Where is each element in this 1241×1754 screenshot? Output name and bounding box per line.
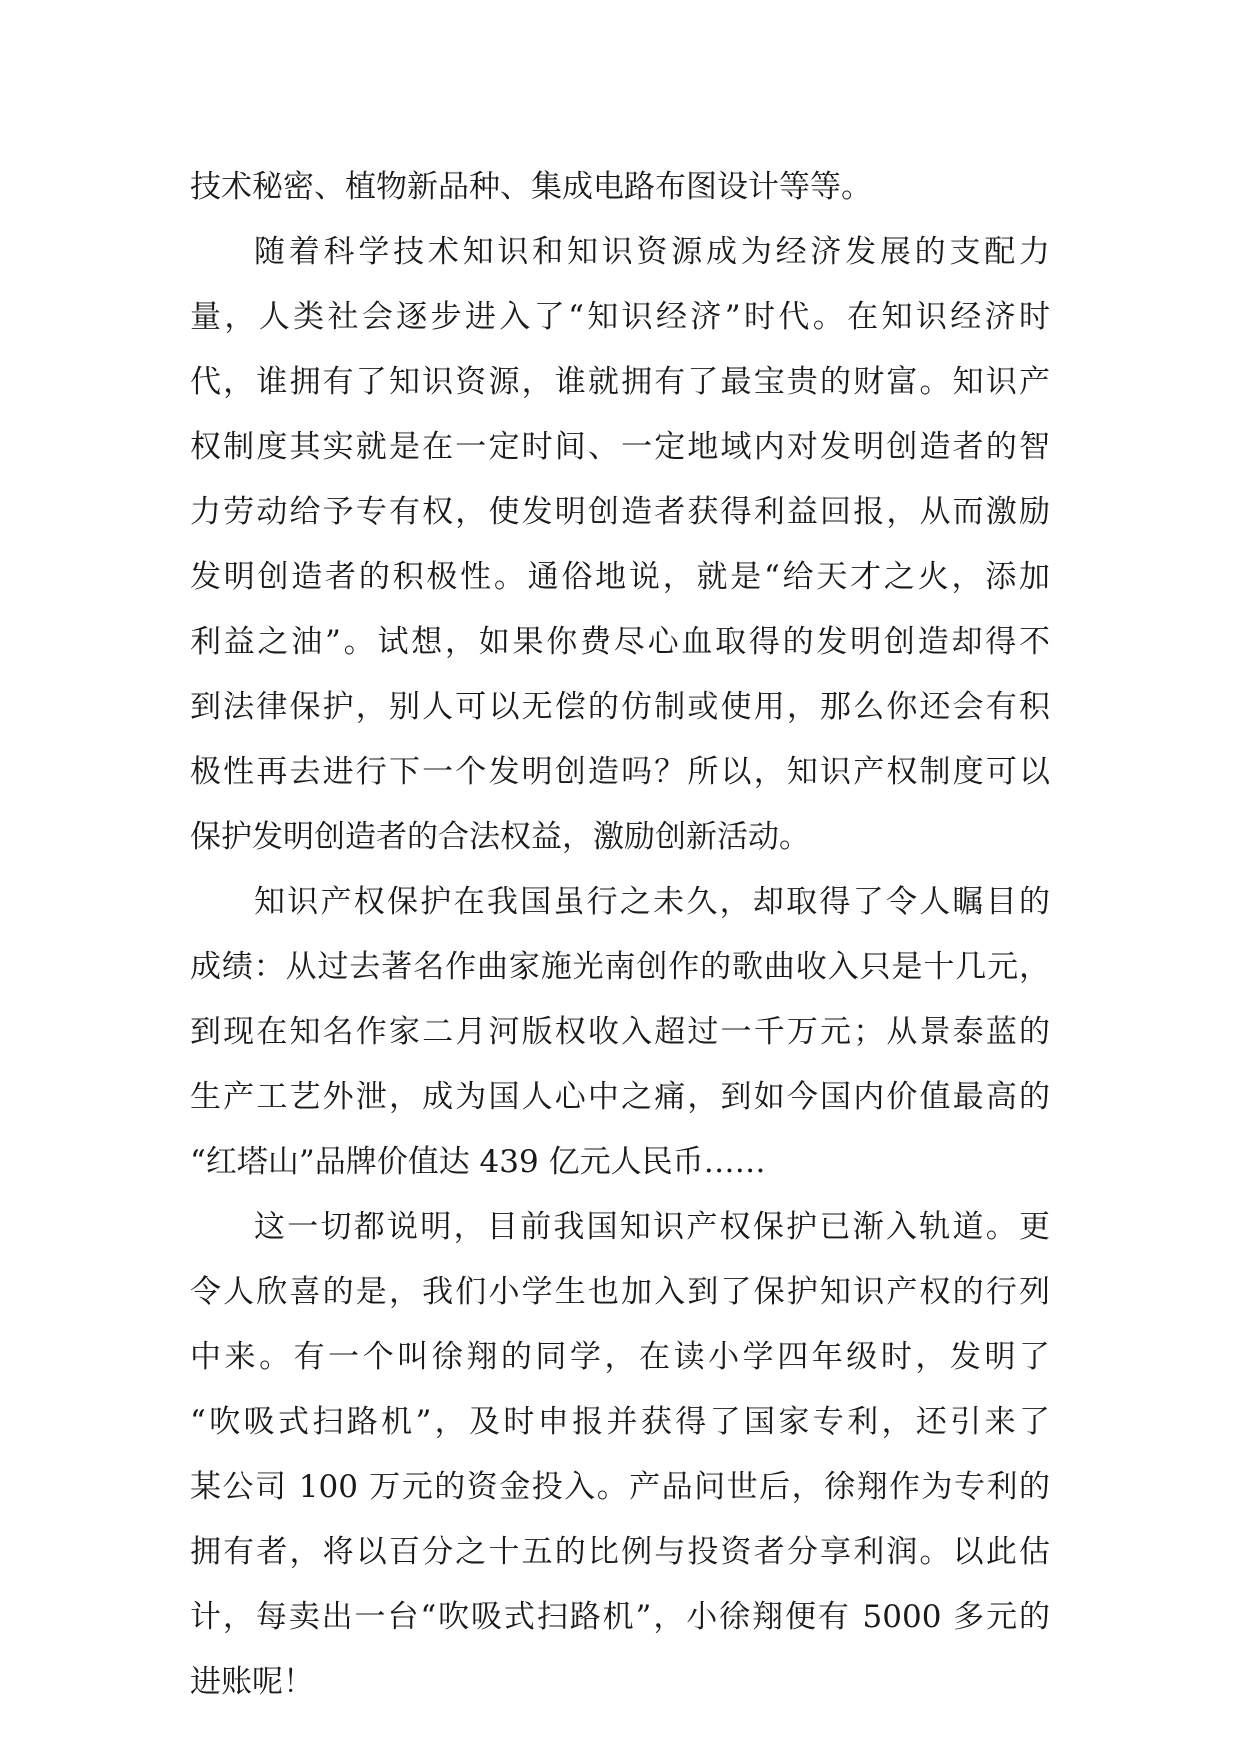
text-line: 权制度其实就是在一定时间、一定地域内对发明创造者的智 — [190, 429, 1050, 465]
text-line: 到法律保护，别人可以无偿的仿制或使用，那么你还会有积 — [190, 689, 1050, 725]
text-line: 代，谁拥有了知识资源，谁就拥有了最宝贵的财富。知识产 — [190, 364, 1050, 400]
text-line: 技术秘密、植物新品种、集成电路布图设计等等。 — [190, 169, 872, 205]
text-line: 量，人类社会逐步进入了“知识经济”时代。在知识经济时 — [190, 299, 1050, 335]
text-line: 计，每卖出一台“吹吸式扫路机”，小徐翔便有 5000 多元的 — [190, 1599, 1050, 1635]
text-line: 到现在知名作家二月河版权收入超过一千万元；从景泰蓝的 — [190, 1014, 1050, 1050]
text-line: 这一切都说明，目前我国知识产权保护已渐入轨道。更 — [254, 1209, 1050, 1245]
text-line: 随着科学技术知识和知识资源成为经济发展的支配力 — [254, 234, 1050, 270]
text-line: 利益之油”。试想，如果你费尽心血取得的发明创造却得不 — [190, 624, 1050, 660]
text-line: 知识产权保护在我国虽行之未久，却取得了令人瞩目的 — [254, 884, 1050, 920]
text-line: 保护发明创造者的合法权益，激励创新活动。 — [190, 819, 810, 855]
paragraph — [190, 155, 1050, 220]
text-line: 令人欣喜的是，我们小学生也加入到了保护知识产权的行列 — [190, 1274, 1050, 1310]
text-line: 中来。有一个叫徐翔的同学，在读小学四年级时，发明了 — [190, 1339, 1050, 1375]
text-line: 生产工艺外泄，成为国人心中之痛，到如今国内价值最高的 — [190, 1079, 1050, 1115]
paragraph — [190, 870, 1050, 1195]
text-line: 成绩：从过去著名作曲家施光南创作的歌曲收入只是十几元， — [190, 949, 1050, 985]
text-line: 拥有者，将以百分之十五的比例与投资者分享利润。以此估 — [190, 1534, 1050, 1570]
text-line: 进账呢！ — [190, 1664, 314, 1700]
paragraph — [190, 1195, 1050, 1715]
text-line: “红塔山”品牌价值达 439 亿元人民币…… — [190, 1144, 766, 1180]
text-line: 力劳动给予专有权，使发明创造者获得利益回报，从而激励 — [190, 494, 1050, 530]
text-line: 极性再去进行下一个发明创造吗？所以，知识产权制度可以 — [190, 754, 1050, 790]
text-line: “吹吸式扫路机”，及时申报并获得了国家专利，还引来了 — [190, 1404, 1050, 1440]
text-line: 某公司 100 万元的资金投入。产品问世后，徐翔作为专利的 — [190, 1469, 1050, 1505]
body-text — [190, 155, 1050, 1715]
paragraph — [190, 220, 1050, 870]
text-line: 发明创造者的积极性。通俗地说，就是“给天才之火，添加 — [190, 559, 1050, 595]
